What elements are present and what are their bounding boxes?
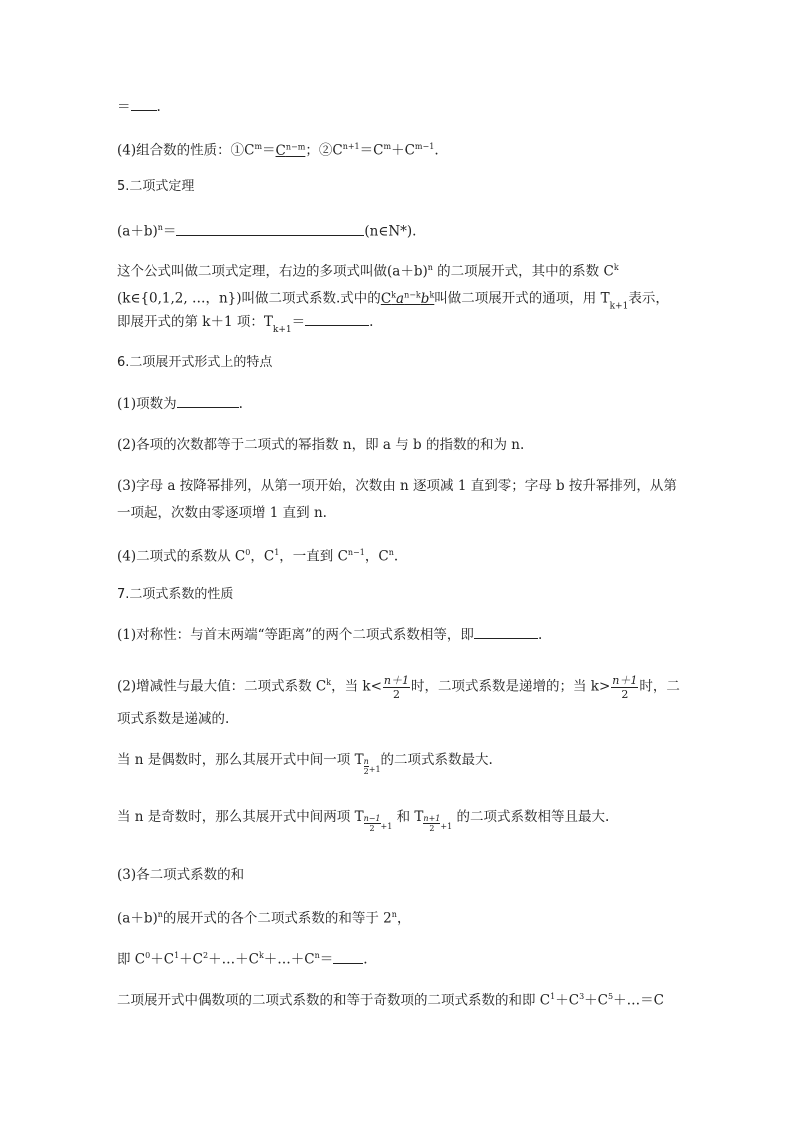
- denominator: 2: [392, 687, 400, 701]
- text: .: [363, 951, 368, 968]
- paragraph-line-2: [117, 286, 669, 316]
- text: .: [369, 314, 374, 330]
- text: a: [396, 290, 405, 307]
- subscript-fraction: [423, 814, 440, 833]
- paragraph-line-1: [117, 259, 619, 281]
- text: ，: [396, 910, 411, 927]
- paragraph-line-3: [117, 313, 373, 339]
- blank: [305, 313, 369, 326]
- underlined-term: [381, 291, 434, 307]
- text: b: [420, 290, 430, 307]
- text: (4)组合数的性质：①C: [117, 142, 255, 159]
- denominator: 2: [363, 767, 369, 776]
- sup: n−k: [404, 290, 421, 299]
- text: 当 n 是偶数时，那么其展开式中间一项 T: [117, 752, 364, 768]
- text: ，一直到 C: [279, 548, 348, 565]
- sum-formula: [117, 947, 368, 969]
- subscript: k+1: [609, 301, 629, 312]
- line-binomial-theorem: [117, 219, 416, 241]
- sup: n−1: [347, 548, 365, 557]
- text: ＋C: [584, 992, 608, 1009]
- text: ＝C: [359, 142, 384, 159]
- feature-3-line-2: 一项起，次数由零逐项增 1 直到 n.: [117, 505, 327, 521]
- text: 的二项式系数相等且最大.: [452, 809, 610, 825]
- text: 和 T: [392, 809, 424, 825]
- sup: m: [383, 142, 392, 151]
- numerator: n+1: [423, 814, 441, 823]
- text: (1)项数为: [117, 396, 177, 412]
- sup: 1: [550, 992, 556, 1001]
- text: C: [275, 142, 286, 159]
- sup: 1: [174, 951, 180, 960]
- text: ＋C: [391, 142, 415, 159]
- numerator: n＋1: [383, 673, 409, 687]
- sup: n: [388, 548, 394, 557]
- text: ＋…＝C: [613, 992, 664, 1009]
- denominator: 2: [621, 687, 629, 701]
- text: ＋C: [179, 951, 203, 968]
- odd-case: [117, 808, 609, 836]
- text: 时，二: [639, 678, 680, 695]
- fraction: [611, 674, 638, 701]
- text: (2)增减性与最大值：二项式系数 C: [117, 678, 327, 695]
- text: ＋C: [150, 951, 175, 968]
- even-odd-sum: [117, 988, 664, 1010]
- text: (1)对称性：与首末两端“等距离”的两个二项式系数相等，即: [117, 627, 474, 643]
- blank: [131, 98, 157, 111]
- text: ＝: [162, 223, 177, 240]
- text: 的二项展开式，其中的系数 C: [432, 263, 614, 280]
- sup: 0: [245, 548, 251, 557]
- feature-3-line-1: (3)字母 a 按降幂排列，从第一项开始，次数由 n 逐项减 1 直到零；字母 b 按升幂排列，从第: [117, 478, 677, 494]
- text: ＋C: [555, 992, 580, 1009]
- text: 二项展开式中偶数项的二项式系数的和等于奇数项的二项式系数的和即 C: [117, 992, 551, 1009]
- text: (k∈{0,1,2, …，n})叫做二项式系数.式中的: [117, 290, 381, 307]
- fraction: [383, 674, 410, 701]
- underlined-term: [276, 143, 306, 159]
- property-monotonic-line-2: 项式系数是递减的.: [117, 711, 230, 727]
- text: ；②C: [305, 142, 343, 159]
- text: 即展开式的第 k＋1 项：T: [117, 314, 273, 330]
- sup: k: [326, 678, 332, 687]
- sup: 1: [274, 548, 280, 557]
- sup: n: [314, 951, 320, 960]
- sup: k: [429, 290, 435, 299]
- text: ＝: [291, 314, 306, 330]
- sup: n: [391, 910, 397, 919]
- sup: 3: [579, 992, 585, 1001]
- sup: n+1: [342, 142, 360, 151]
- heading-6: 6.二项展开式形式上的特点: [117, 355, 273, 370]
- subscript: +1: [368, 765, 381, 774]
- text: (n∈N*).: [364, 223, 417, 240]
- heading-7: 7.二项式系数的性质: [117, 587, 234, 602]
- text: ＝: [319, 951, 334, 968]
- text: 这个公式叫做二项式定理，右边的多项式叫做(a＋b): [117, 263, 428, 280]
- text: .: [434, 142, 439, 159]
- text: ，C: [364, 548, 389, 565]
- blank: [177, 395, 239, 408]
- numerator: n−1: [363, 814, 381, 823]
- text: ，当 k<: [331, 678, 382, 695]
- text: ＋…＋C: [263, 951, 315, 968]
- subscript: +1: [380, 822, 393, 831]
- text: 的展开式的各个二项式系数的和等于 2: [162, 910, 392, 927]
- text: ＝: [117, 99, 131, 115]
- sup: m: [254, 142, 263, 151]
- text: ＋…＋C: [208, 951, 259, 968]
- text: .: [238, 396, 243, 412]
- subscript: +1: [440, 822, 453, 831]
- sup: n: [157, 223, 163, 232]
- denominator: 2: [369, 824, 375, 833]
- text: 即 C: [117, 951, 146, 968]
- line-result: ＝ .: [117, 99, 161, 115]
- sup: n: [427, 263, 433, 272]
- text: ，C: [250, 548, 275, 565]
- sup: k: [613, 263, 619, 272]
- text: (4)二项式的系数从 C: [117, 548, 246, 565]
- sup: n−m: [285, 142, 306, 151]
- text: 的二项式系数最大.: [380, 752, 493, 768]
- feature-4: [117, 544, 398, 566]
- text: 表示，: [628, 290, 669, 307]
- sup: 5: [608, 992, 614, 1001]
- blank: [176, 223, 364, 236]
- blank: [333, 951, 363, 964]
- text: 当 n 是奇数时，那么其展开式中间两项 T: [117, 809, 364, 825]
- text: ＝: [262, 142, 276, 159]
- sup: k: [258, 951, 264, 960]
- line-combination-property: [117, 138, 439, 160]
- sup: m−1: [414, 142, 435, 151]
- sup: n: [157, 910, 163, 919]
- numerator: n＋1: [612, 673, 638, 687]
- subscript: k+1: [272, 325, 292, 335]
- text: .: [393, 548, 399, 565]
- feature-2: (2)各项的次数都等于二项式的幂指数 n，即 a 与 b 的指数的和为 n.: [117, 437, 525, 453]
- blank: [474, 626, 538, 639]
- feature-1: [117, 395, 243, 413]
- even-case: [117, 751, 493, 779]
- text: .: [537, 627, 543, 643]
- numerator: n: [363, 757, 369, 766]
- sup: k: [391, 290, 397, 299]
- sum-statement: [117, 906, 410, 928]
- text: (a＋b): [117, 910, 158, 927]
- text: (a＋b): [117, 223, 158, 240]
- subscript-fraction: [364, 814, 381, 833]
- sup: 0: [145, 951, 151, 960]
- denominator: 2: [429, 824, 435, 833]
- text: 时，二项式系数是递增的；当 k>: [411, 678, 611, 695]
- heading-5: 5.二项式定理: [117, 179, 195, 194]
- sup: 2: [203, 951, 209, 960]
- property-monotonic-line-1: [117, 668, 680, 702]
- sum-heading: (3)各二项式系数的和: [117, 867, 245, 883]
- property-symmetry: [117, 626, 542, 644]
- text: 叫做二项展开式的通项，用 T: [434, 290, 610, 307]
- text: C: [380, 290, 392, 307]
